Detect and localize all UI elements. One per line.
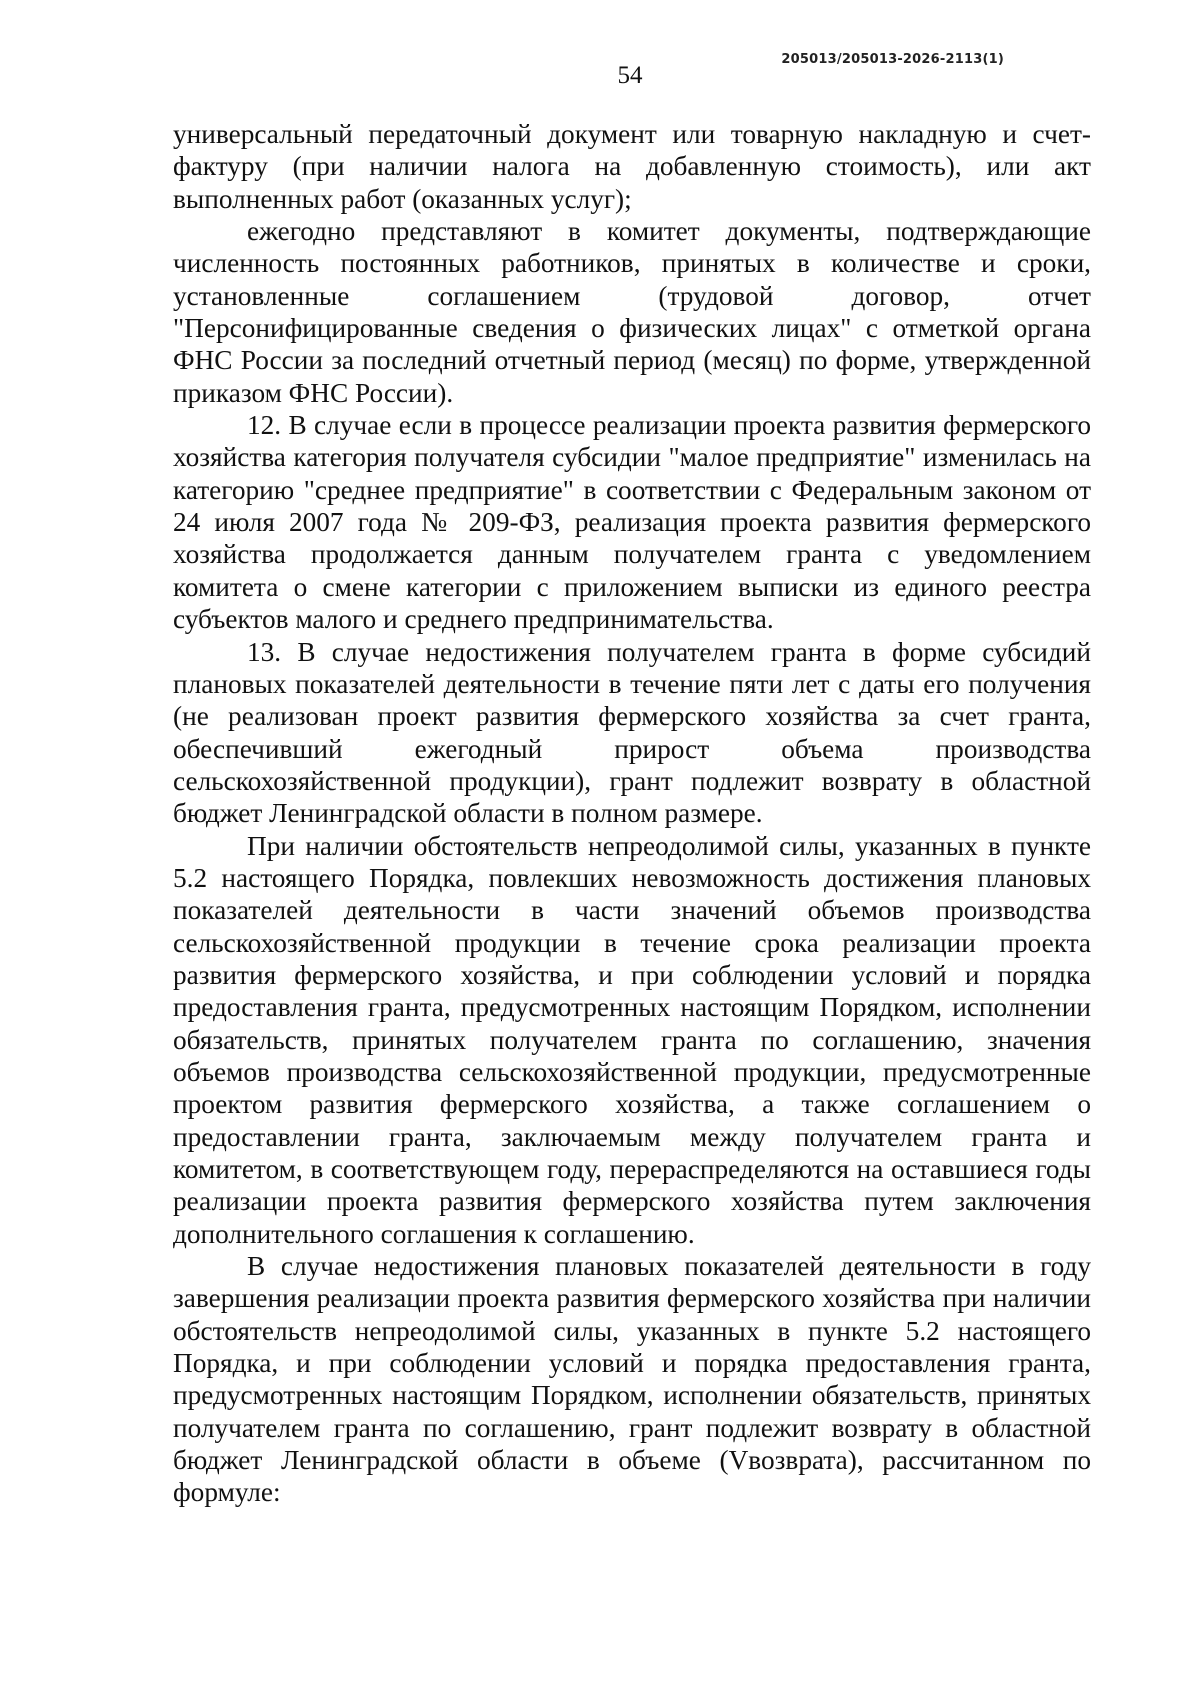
paragraph-clause-12: 12. В случае если в процессе реализации проекта развития фермерского хозяйства категория получателя субсидии "малое предприятие" изменилась на категорию "среднее предприятие" в соответствии с Федеральным законом от 24 июля 2007 года № 209-ФЗ, реализация проекта развития фермерского хозяйства продолжается данным получателем гранта с уведомлением комитета о смене категории с приложением выписки из единого реестра субъектов малого и среднего предпринимательства. — [173, 410, 1091, 635]
document-body — [173, 118, 1091, 1509]
document-code: 205013/205013-2026-2113(1) — [781, 52, 1004, 67]
paragraph-clause-13: 13. В случае недостижения получателем гранта в форме субсидий плановых показателей деятельности в течение пяти лет с даты его получения (не реализован проект развития фермерского хозяйства за счет гранта, обеспечивший ежегодный прирост объема производства сельскохозяйственной продукции), грант подлежит возврату в областной бюджет Ленинградской области в полном размере. — [173, 636, 1091, 829]
paragraph-annual-reports: ежегодно представляют в комитет документы, подтверждающие численность постоянных работников, принятых в количестве и сроки, установленные соглашением (трудовой договор, отчет "Персонифицированные сведения о физических лицах" с отметкой органа ФНС России за последний отчетный период (месяц) по форме, утвержденной приказом ФНС России). — [173, 216, 1091, 408]
paragraph-refund-formula: В случае недостижения плановых показателей деятельности в году завершения реализации проекта развития фермерского хозяйства при наличии обстоятельств непреодолимой силы, указанных в пункте 5.2 настоящего Порядка, и при соблюдении условий и порядка предоставления гранта, предусмотренных настоящим Порядком, исполнении обязательств, принятых получателем гранта по соглашению, грант подлежит возврату в областной бюджет Ленинградской области в объеме (Vвозврата), рассчитанном по формуле: — [173, 1251, 1091, 1508]
paragraph-force-majeure: При наличии обстоятельств непреодолимой силы, указанных в пункте 5.2 настоящего Порядка, повлекших невозможность достижения плановых показателей деятельности в части значений объемов производства сельскохозяйственной продукции в течение срока реализации проекта развития фермерского хозяйства, и при соблюдении условий и порядка предоставления гранта, предусмотренных настоящим Порядком, исполнении обязательств, принятых получателем гранта по соглашению, значения объемов производства сельскохозяйственной продукции, предусмотренные проектом развития фермерского хозяйства, а также соглашением о предоставлении гранта, заключаемым между получателем гранта и комитетом, в соответствующем году, перераспределяются на оставшиеся годы реализации проекта развития фермерского хозяйства путем заключения дополнительного соглашения к соглашению. — [173, 830, 1091, 1249]
paragraph-documents-list: универсальный передаточный документ или товарную накладную и счет-фактуру (при наличии налога на добавленную стоимость), или акт выполненных работ (оказанных услуг); — [173, 119, 1091, 214]
page-number: 54 — [617, 62, 643, 89]
